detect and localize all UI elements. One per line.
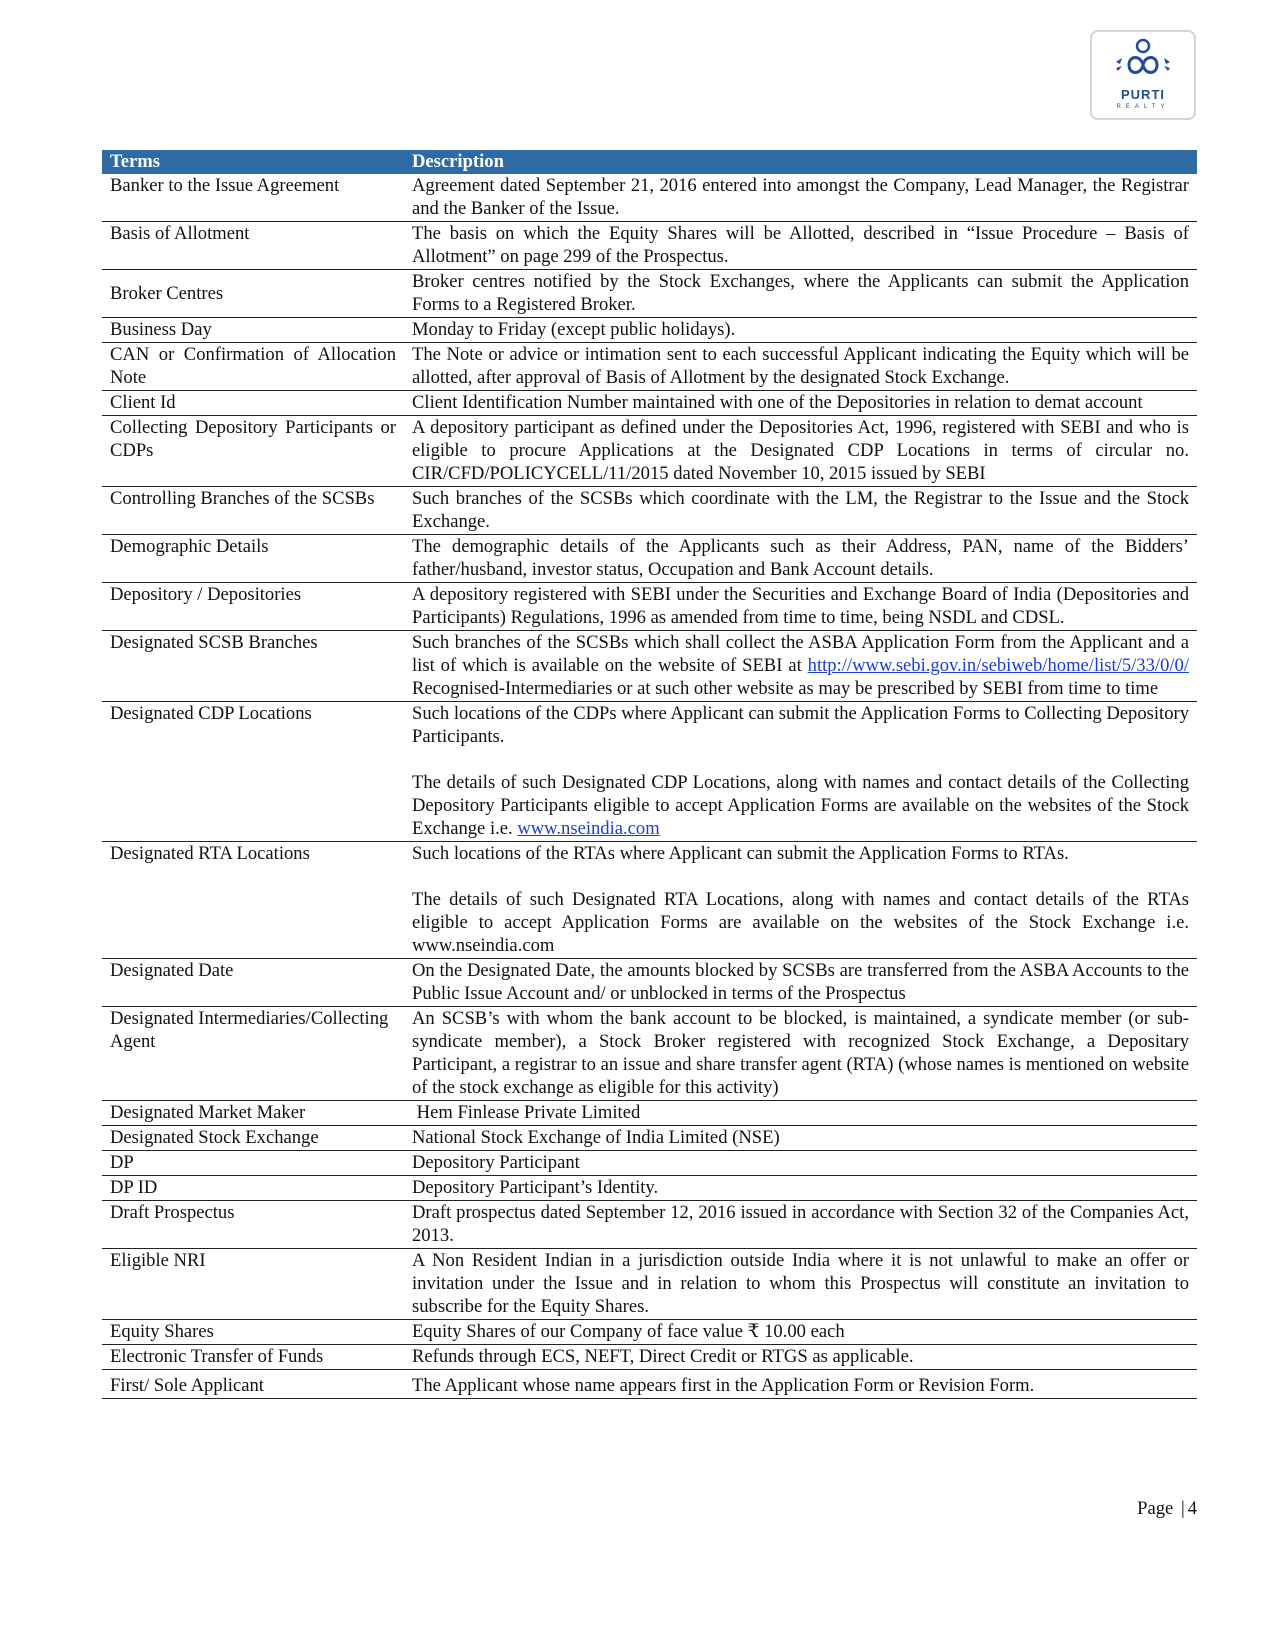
description-cell: Client Identification Number maintained with one of the Depositories in relation to demat account [404,391,1197,416]
term-cell: DP ID [102,1176,404,1201]
page-number [1137,1498,1197,1520]
description-cell: The Note or advice or intimation sent to each successful Applicant indicating the Equity which will be allotted, after approval of Basis of Allotment by the designated Stock Exchange. [404,343,1197,391]
description-cell: A Non Resident Indian in a jurisdiction outside India where it is not unlawful to make an offer or invitation under the Issue and in relation to whom this Prospectus will constitute an invitation to subscribe for the Equity Shares. [404,1249,1197,1320]
table-row [102,842,1197,959]
term-cell: Broker Centres [102,270,404,318]
table-row [102,222,1197,270]
header-terms: Terms [102,150,404,174]
table-row [102,1370,1197,1399]
logo-brand-text: PURTI [1121,87,1165,102]
description-cell: Equity Shares of our Company of face value ₹ 10.00 each [404,1320,1197,1345]
table-row [102,270,1197,318]
term-cell: Draft Prospectus [102,1201,404,1249]
description-cell: Hem Finlease Private Limited [404,1101,1197,1126]
table-row [102,535,1197,583]
term-cell: Designated Market Maker [102,1101,404,1126]
table-row [102,1201,1197,1249]
description-paragraph: The details of such Designated RTA Locations, along with names and contact details of the RTAs eligible to accept Application Forms are available on the websites of the Stock Exchange i.e. www.nseindia.com [412,889,1189,956]
table-row [102,1151,1197,1176]
description-cell [404,631,1197,702]
term-cell: Banker to the Issue Agreement [102,174,404,222]
term-cell: Basis of Allotment [102,222,404,270]
description-cell: On the Designated Date, the amounts blocked by SCSBs are transferred from the ASBA Accounts to the Public Issue Account and/ or unblocked in terms of the Prospectus [404,959,1197,1007]
table-header-row [102,150,1197,174]
description-cell: Monday to Friday (except public holidays). [404,318,1197,343]
sebi-intermediaries-link[interactable]: http://www.sebi.gov.in/sebiweb/home/list/5/33/0/0/ [807,655,1189,676]
term-cell: Client Id [102,391,404,416]
description-cell: A depository registered with SEBI under the Securities and Exchange Board of India (Depositories and Participants) Regulations, 1996 as amended from time to time, being NSDL and CDSL. [404,583,1197,631]
table-row [102,318,1197,343]
description-cell: An SCSB’s with whom the bank account to be blocked, is maintained, a syndicate member (or sub-syndicate member), a Stock Broker registered with recognized Stock Exchange, a Depositary Participant, a registrar to an issue and share transfer agent (RTA) (whose names is mentioned on website of the stock exchange as eligible for this activity) [404,1007,1197,1101]
term-cell: Designated SCSB Branches [102,631,404,702]
table-row [102,416,1197,487]
table-row [102,631,1197,702]
table-row [102,1126,1197,1151]
description-cell: Broker centres notified by the Stock Exchanges, where the Applicants can submit the Application Forms to a Registered Broker. [404,270,1197,318]
description-cell [404,702,1197,842]
description-paragraph: Such locations of the RTAs where Applicant can submit the Application Forms to RTAs. [412,843,1069,864]
header-description: Description [404,150,1197,174]
description-text: The details of such Designated CDP Locations, along with names and contact details of the Collecting Depository Participants eligible to accept Application Forms are available on the websites of the Stock Exchange i.e. [412,772,1189,839]
table-row [102,1345,1197,1370]
definitions-table [102,150,1197,1399]
description-cell: Refunds through ECS, NEFT, Direct Credit or RTGS as applicable. [404,1345,1197,1370]
table-row [102,174,1197,222]
description-cell: National Stock Exchange of India Limited (NSE) [404,1126,1197,1151]
table-row [102,583,1197,631]
term-cell: CAN or Confirmation of Allocation Note [102,343,404,391]
description-cell: The demographic details of the Applicants such as their Address, PAN, name of the Bidders’ father/husband, investor status, Occupation and Bank Account details. [404,535,1197,583]
term-cell: First/ Sole Applicant [102,1370,404,1399]
table-row [102,1249,1197,1320]
description-cell: A depository participant as defined under the Depositories Act, 1996, registered with SEBI and who is eligible to procure Applications at the Designated CDP Locations in terms of circular no. CIR/CFD/POLICYCELL/11/2015 dated November 10, 2015 issued by SEBI [404,416,1197,487]
description-cell: Agreement dated September 21, 2016 entered into amongst the Company, Lead Manager, the Registrar and the Banker of the Issue. [404,174,1197,222]
term-cell: Equity Shares [102,1320,404,1345]
term-cell: Designated Stock Exchange [102,1126,404,1151]
description-paragraph [412,771,1189,840]
table-row [102,1007,1197,1101]
description-cell: The Applicant whose name appears first in the Application Form or Revision Form. [404,1370,1197,1399]
description-text: Such branches of the SCSBs which shall collect the ASBA Application Form from the Applicant and a list of which is available on the website of SEBI at [412,632,1189,676]
table-row [102,1101,1197,1126]
term-cell: Electronic Transfer of Funds [102,1345,404,1370]
page-label: Page [1137,1498,1174,1519]
term-cell: Collecting Depository Participants or CDPs [102,416,404,487]
description-text: Recognised-Intermediaries or at such other website as may be prescribed by SEBI from time to time [412,678,1159,699]
term-cell: Designated CDP Locations [102,702,404,842]
term-cell: DP [102,1151,404,1176]
table-row [102,343,1197,391]
table-row [102,1320,1197,1345]
description-cell [404,842,1197,959]
description-cell: Depository Participant’s Identity. [404,1176,1197,1201]
term-cell: Designated Intermediaries/Collecting Agent [102,1007,404,1101]
table-row [102,959,1197,1007]
term-cell: Depository / Depositories [102,583,404,631]
term-cell: Eligible NRI [102,1249,404,1320]
term-cell: Designated RTA Locations [102,842,404,959]
table-row [102,1176,1197,1201]
term-cell: Controlling Branches of the SCSBs [102,487,404,535]
description-paragraph: Such locations of the CDPs where Applicant can submit the Application Forms to Collecting Depository Participants. [412,703,1189,747]
table-row [102,702,1197,842]
table-row [102,487,1197,535]
nseindia-link[interactable]: www.nseindia.com [517,818,660,839]
description-cell: The basis on which the Equity Shares will be Allotted, described in “Issue Procedure – Basis of Allotment” on page 299 of the Prospectus. [404,222,1197,270]
term-cell: Demographic Details [102,535,404,583]
logo-sub-text: REALTY [1116,104,1170,110]
description-cell: Depository Participant [404,1151,1197,1176]
page-number-value: 4 [1187,1498,1197,1519]
term-cell: Business Day [102,318,404,343]
table-row [102,391,1197,416]
purti-realty-logo [1090,30,1196,120]
description-cell: Such branches of the SCSBs which coordinate with the LM, the Registrar to the Issue and the Stock Exchange. [404,487,1197,535]
page-separator: | [1180,1498,1185,1519]
description-cell: Draft prospectus dated September 12, 2016 issued in accordance with Section 32 of the Companies Act, 2013. [404,1201,1197,1249]
term-cell: Designated Date [102,959,404,1007]
